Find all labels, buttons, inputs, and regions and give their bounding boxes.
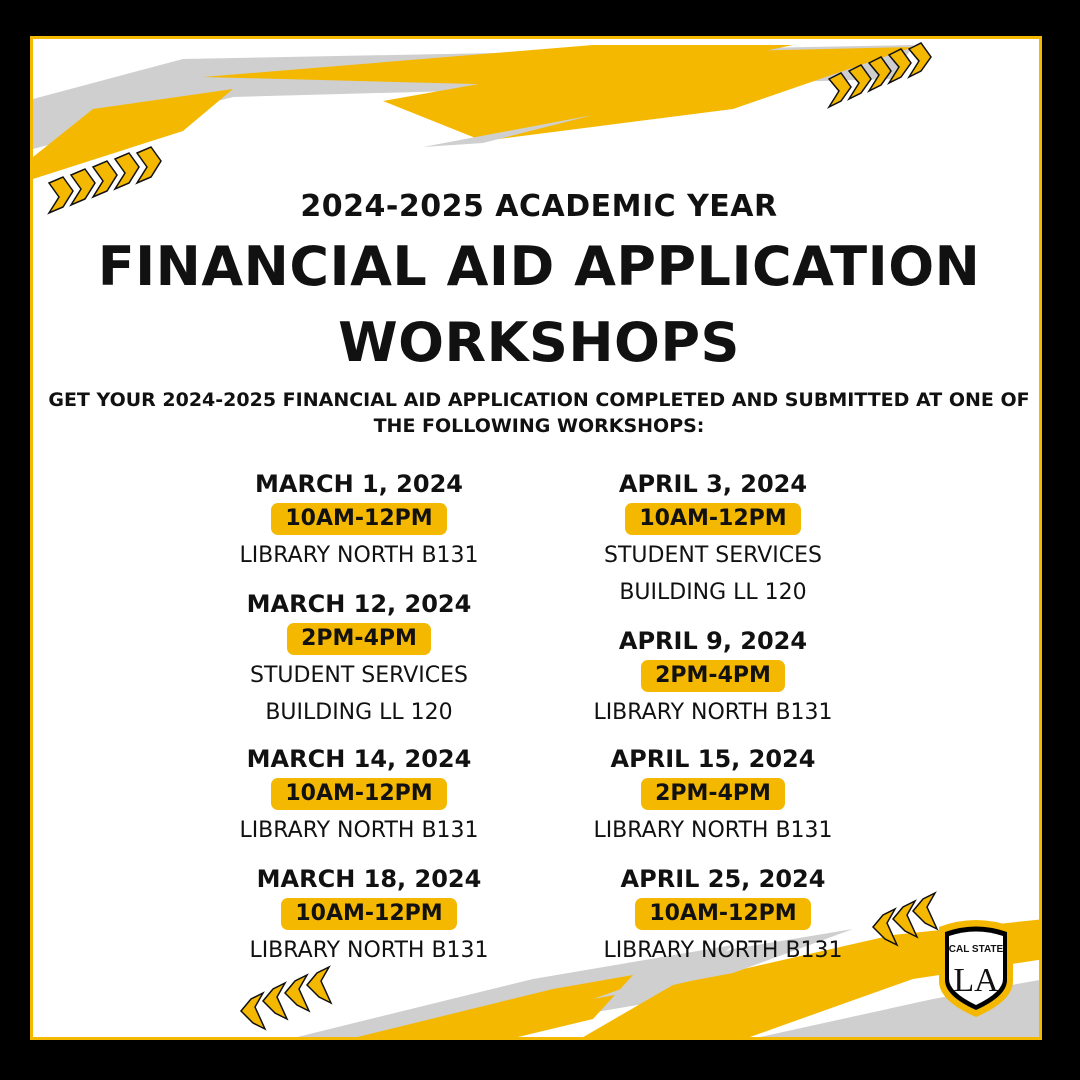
poster-frame [30,36,1042,1040]
location-line-1: LIBRARY NORTH B131 [593,700,833,725]
logo-top-text: CAL STATE [948,944,1004,955]
session-location [553,812,873,849]
session-date: APRIL 3, 2024 [618,470,808,498]
session-location [199,812,519,849]
session-date: MARCH 12, 2024 [246,590,472,618]
session-date: APRIL 15, 2024 [610,745,816,773]
session-card [553,469,873,611]
cal-state-la-logo [933,919,1019,1019]
session-time-badge: 2PM-4PM [287,623,431,655]
session-time-badge: 10AM-12PM [635,898,810,930]
session-card [209,864,529,969]
session-location [563,932,883,969]
session-location [209,932,529,969]
session-time-badge: 2PM-4PM [641,778,785,810]
session-date: MARCH 1, 2024 [255,470,463,498]
session-card [553,626,873,731]
session-date: MARCH 14, 2024 [246,745,472,773]
session-card [553,744,873,849]
session-card [199,589,519,731]
location-line-1: LIBRARY NORTH B131 [239,818,479,843]
session-card [199,469,519,574]
session-date: MARCH 18, 2024 [256,865,482,893]
session-time-badge: 2PM-4PM [641,660,785,692]
session-location [553,694,873,731]
location-line-1: LIBRARY NORTH B131 [603,938,843,963]
location-line-2: BUILDING LL 120 [265,700,453,725]
location-line-1: LIBRARY NORTH B131 [593,818,833,843]
location-line-1: LIBRARY NORTH B131 [239,543,479,568]
session-time-badge: 10AM-12PM [271,503,446,535]
session-time-badge: 10AM-12PM [271,778,446,810]
session-location [199,657,519,731]
academic-year-heading: 2024-2025 ACADEMIC YEAR [300,189,778,224]
location-line-1: STUDENT SERVICES [250,663,468,688]
page-title [33,229,1042,381]
session-card [563,864,883,969]
title-line-2: WORKSHOPS [338,311,740,374]
session-date: APRIL 25, 2024 [620,865,826,893]
session-time-badge: 10AM-12PM [281,898,456,930]
title-line-1: FINANCIAL AID APPLICATION [97,235,981,298]
session-time-badge: 10AM-12PM [625,503,800,535]
session-location [199,537,519,574]
session-card [199,744,519,849]
location-line-1: LIBRARY NORTH B131 [249,938,489,963]
session-location [553,537,873,611]
session-date: APRIL 9, 2024 [618,627,808,655]
subtitle: GET YOUR 2024-2025 FINANCIAL AID APPLICATION COMPLETED AND SUBMITTED AT ONE OF THE FOLLOWING WORKSHOPS: [48,389,1030,437]
location-line-2: BUILDING LL 120 [619,580,807,605]
location-line-1: STUDENT SERVICES [604,543,822,568]
logo-letters: LA [953,962,999,999]
